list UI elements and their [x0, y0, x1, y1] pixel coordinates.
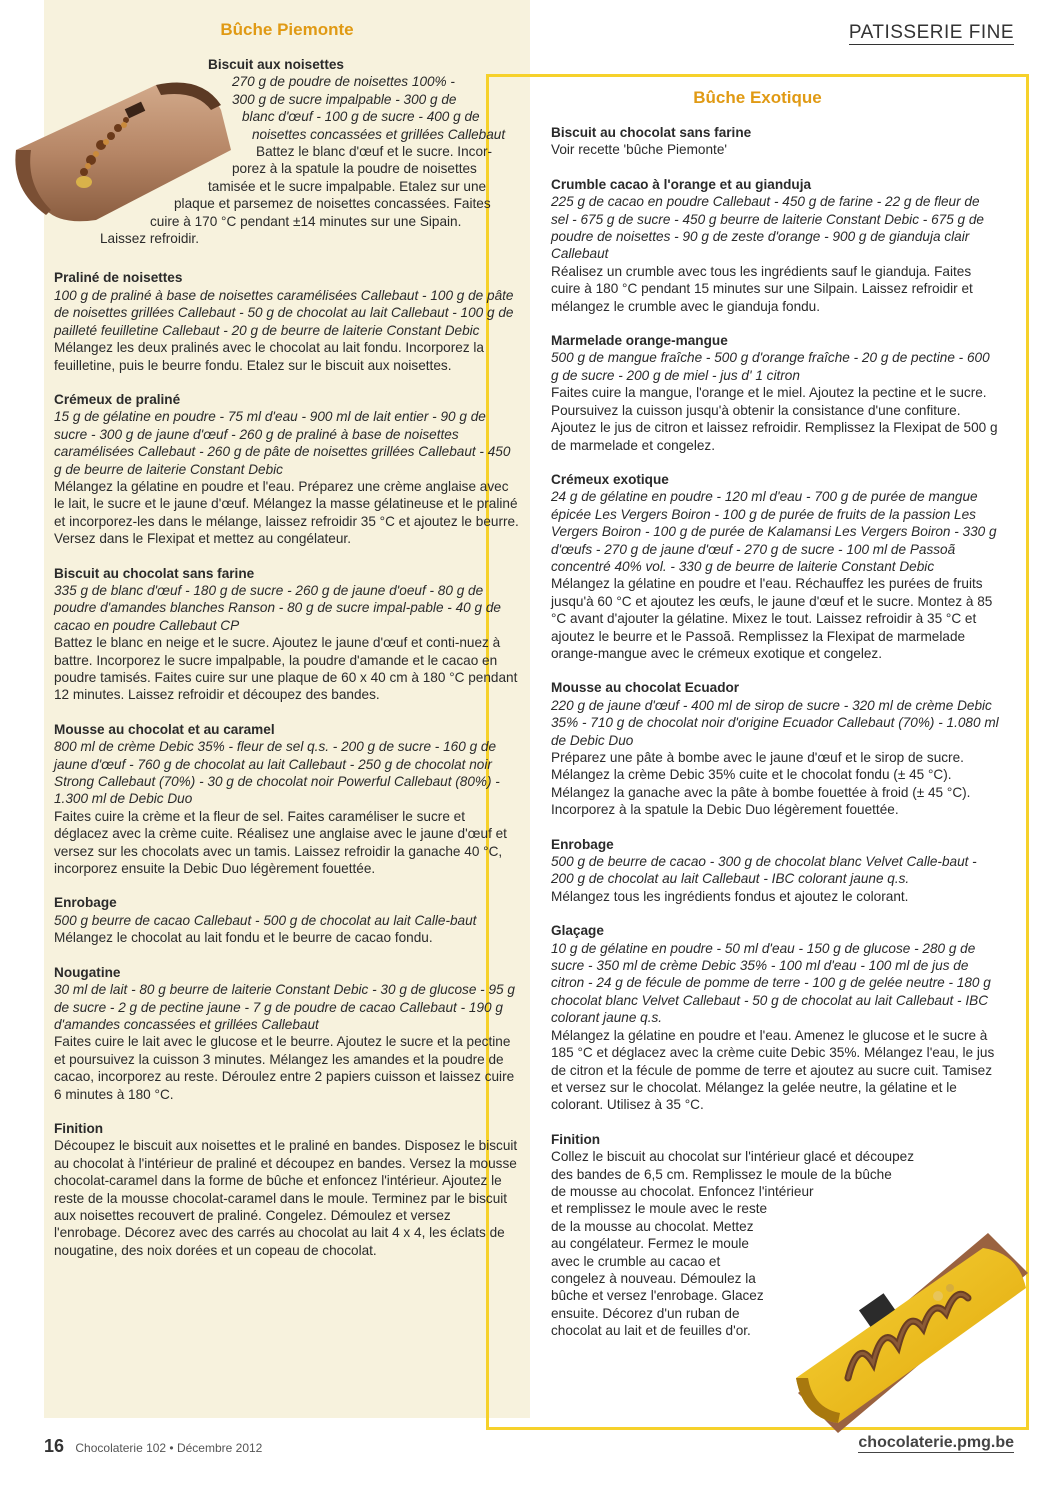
left-recipe-column [54, 56, 520, 1276]
instructions-text: Mélangez la gélatine en poudre et l'eau. Réchauffez les purées de fruits jusqu'à 60 °C et ajoutez les œufs, le jaune d'œuf et le sucre. Montez à 85 °C avant d'ajouter la gélatine. Mixez le tout. Laissez refroidir à 35 °C et ajoutez le beurre et le Passoã. Remplissez la Flexipat de marmelade orange-mangue avec le crémeux exotique et congelez. [551, 576, 993, 661]
intro-line: tamisée et le sucre impalpable. Etalez sur une [208, 178, 487, 194]
website-link[interactable]: chocolaterie.pmg.be [858, 1434, 1014, 1451]
finition-line: Collez le biscuit au chocolat sur l'intérieur glacé et découpez [551, 1149, 915, 1165]
recipe-section [54, 1120, 520, 1259]
section-heading: Crémeux de praliné [54, 391, 181, 407]
instructions-text: Découpez le biscuit aux noisettes et le praliné en bandes. Disposez le biscuit au chocolat à l'intérieur de praliné et découpez en bandes. Versez la mousse chocolat-caramel dans la forme de bûche et enfoncez l'intérieur. Ajoutez le reste de la mousse chocolat-caramel dans le moule. Terminez par le biscuit aux noisettes recouvert de praliné. Congelez. Démoulez et versez l'enrobage. Décorez avec des carrés au chocolat au lait 4 x 4, les éclats de nougatine, des noix dorées et un copeau de chocolat. [54, 1138, 518, 1258]
recipe-section [54, 391, 520, 548]
instructions-text: Mélangez tous les ingrédients fondus et ajoutez le colorant. [551, 888, 909, 904]
intro-line: cuire à 170 °C pendant ±14 minutes sur une Sipain. [150, 213, 462, 229]
section-heading: Crémeux exotique [551, 471, 669, 487]
section-heading: Mousse au chocolat Ecuador [551, 680, 740, 696]
recipe-section [54, 269, 520, 373]
instructions-text: Faites cuire la mangue, l'orange et le miel. Ajoutez la pectine et le sucre. Poursuivez la cuisson jusqu'à obtenir la consistance d'une confiture. Ajoutez le jus de citron et laissez refroidir. Remplissez la Flexipat de 500 g de marmelade et congelez. [551, 385, 998, 453]
ingredients-text: 100 g de praliné à base de noisettes caramélisées Callebaut - 100 g de pâte de noisettes grillées Callebaut - 50 g de chocolat au lait Callebaut - 100 g de pailleté feuilletine Callebaut - 20 g de beurre de laiterie Constant Debic [54, 287, 514, 338]
ingredients-text: 220 g de jaune d'œuf - 400 ml de sirop de sucre - 320 ml de crème Debic 35% - 710 g de chocolat noir d'origine Ecuador Callebaut (70%) - 1.080 ml de Debic Duo [551, 697, 999, 748]
section-heading: Biscuit aux noisettes [208, 57, 344, 72]
section-label: PATISSERIE FINE [848, 22, 1014, 43]
section-heading: Finition [54, 1120, 104, 1136]
finition-line: chocolat au lait et de feuilles d'or. [551, 1323, 751, 1339]
section-heading: Mousse au chocolat et au caramel [54, 721, 275, 737]
finition-line: congelez à nouveau. Démoulez la [551, 1270, 756, 1286]
intro-line: porez à la spatule la poudre de noisettes [232, 161, 477, 177]
footer-left [44, 1436, 262, 1457]
ingredients-text: 800 ml de crème Debic 35% - fleur de sel q.s. - 200 g de sucre - 160 g de jaune d'œuf - 760 g de chocolat au lait Callebaut - 250 g de chocolat noir Strong Callebaut (70%) - 30 g de chocolat noir Powerful Callebaut (80%) - 1.300 ml de Debic Duo [54, 739, 500, 807]
ingredients-text: 10 g de gélatine en poudre - 50 ml d'eau - 150 g de glucose - 280 g de sucre - 350 ml de crème Debic 35% - 100 ml d'eau - 100 ml de jus de citron - 24 g de fécule de pomme de terre - 100 g de gelée neutre - 180 g chocolat blanc Velvet Callebaut - 50 g de chocolat au lait Callebaut - IBC colorant jaune q.s. [551, 940, 991, 1026]
ingredients-text: 24 g de gélatine en poudre - 120 ml d'eau - 700 g de purée de mangue épicée Les Vergers Boiron - 100 g de purée de fruits de la passion Les Vergers Boiron - 100 g de purée de Kalamansi Les Vergers Boiron - 330 g d'œufs - 270 g de jaune d'œuf - 270 g de sucre - 100 ml de Passoã concentré 40% vol. - 330 g de beurre de laiterie Constant Debic [551, 489, 997, 574]
intro-line: blanc d'œuf - 100 g de sucre - 400 g de [242, 109, 480, 125]
ingredients-text: 15 g de gélatine en poudre - 75 ml d'eau - 900 ml de lait entier - 90 g de sucre - 300 g de jaune d'œuf - 260 g de praliné à base de noisettes caramélisées Callebaut - 260 g de pâte de noisettes grillées Callebaut - 450 g de beurre de laiterie Constant Debic [54, 409, 511, 477]
ingredients-text: 30 ml de lait - 80 g beurre de laiterie Constant Debic - 30 g de glucose - 95 g de sucre - 2 g de pectine jaune - 7 g de poudre de cacao Callebaut - 190 g d'amandes concassées et grillées Callebaut [54, 982, 515, 1032]
recipe-section [551, 124, 999, 159]
instructions-text: Préparez une pâte à bombe avec le jaune d'œuf et le sirop de sucre. Mélangez la crème Debic 35% cuite et le chocolat fondu (± 45 °C). Mélangez la ganache avec la pâte à bombe fouettée à froid (± 45 °C). Incorporez à la spatule la Debic Duo légèrement fouettée. [551, 750, 971, 818]
section-heading: Finition [551, 1131, 601, 1147]
ingredients-text: 500 g de mangue fraîche - 500 g d'orange fraîche - 20 g de pectine - 600 g de sucre - 200 g de miel - jus d' 1 citron [551, 350, 990, 383]
recipe-section [551, 836, 999, 906]
section-heading: Enrobage [54, 895, 117, 911]
instructions-text: Mélangez le chocolat au lait fondu et le beurre de cacao fondu. [54, 930, 433, 946]
recipe-section [54, 964, 520, 1103]
recipe-section [551, 471, 999, 662]
section-heading: Enrobage [551, 836, 614, 852]
recipe-section [551, 176, 999, 315]
recipe-section [54, 894, 520, 946]
finition-line: ensuite. Décorez d'un ruban de [551, 1305, 740, 1321]
instructions-text: Réalisez un crumble avec tous les ingrédients sauf le gianduja. Faites cuire à 180 °C pendant 15 minutes sur une Silpain. Laissez refroidir et mélangez le crumble avec le gianduja fondu. [551, 263, 973, 314]
page-number: 16 [44, 1436, 65, 1456]
finition-line: au congélateur. Fermez le moule [551, 1236, 749, 1252]
intro-line: plaque et parsemez de noisettes concassées. Faites [174, 196, 491, 212]
instructions-text: Mélangez la gélatine en poudre et l'eau. Amenez le glucose et le sucre à 185 °C et déglacez avec la crème cuite Debic 35%. Mélangez l'eau, le jus de citron et la fécule de pomme de terre et ajoutez au sucre cuit. Tamisez et versez sur le chocolat. Mélangez la gelée neutre, la gélatine et le colorant. Utilisez à 35 °C. [551, 1027, 995, 1113]
recipe-section [551, 679, 999, 818]
section-heading: Biscuit au chocolat sans farine [551, 125, 752, 140]
ingredients-text: 225 g de cacao en poudre Callebaut - 450 g de farine - 22 g de fleur de sel - 675 g de sucre - 450 g beurre de laiterie Constant Debic - 675 g de poudre de noisettes - 90 g de zeste d'orange - 900 g de gianduja clair Callebaut [551, 194, 984, 262]
recipe-section [54, 565, 520, 704]
intro-line: Laissez refroidir. [100, 231, 199, 247]
intro-line: 300 g de sucre impalpable - 300 g de [232, 91, 457, 107]
ingredients-text: 500 g de beurre de cacao - 300 g de chocolat blanc Velvet Calle-baut - 200 g de chocolat au lait Callebaut - IBC colorant jaune q.s. [551, 854, 977, 887]
section-heading: Praliné de noisettes [54, 270, 183, 286]
finition-line: et remplissez le moule avec le reste [551, 1201, 768, 1217]
intro-line: noisettes concassées et grillées Callebaut [252, 126, 506, 142]
instructions-text: Faites cuire le lait avec le glucose et le beurre. Ajoutez le sucre et la pectine et poursuivez la cuisson 3 minutes. Mélangez les amandes et la poudre de cacao, incorporez au reste. Déroulez entre 2 papiers cuisson et laissez cuire 6 minutes à 180 °C. [54, 1034, 515, 1102]
instructions-text: Faites cuire la crème et la fleur de sel. Faites caraméliser le sucre et déglacez avec la crème cuite. Réalisez une anglaise avec le jaune d'œuf et versez sur les chocolats avec un tamis. Laissez refroidir la ganache 40 °C, incorporez ensuite la Debic Duo légèrement fouettée. [54, 808, 507, 877]
section-heading: Crumble cacao à l'orange et au gianduja [551, 176, 812, 192]
finition-line: de mousse au chocolat. Enfoncez l'intérieur [551, 1183, 814, 1199]
ingredients-text: 335 g de blanc d'œuf - 180 g de sucre - 260 g de jaune d'oeuf - 80 g de poudre d'amandes blanches Ranson - 80 g de sucre impal-pable - 40 g de cacao en poudre Callebaut CP [54, 582, 501, 633]
section-heading: Glaçage [551, 923, 604, 939]
instructions-text: Mélangez les deux pralinés avec le chocolat au lait fondu. Incorporez la feuilletine, puis le beurre fondu. Etalez sur le biscuit aux noisettes. [54, 340, 484, 373]
recipe-section [54, 721, 520, 878]
ingredients-text: 500 g beurre de cacao Callebaut - 500 g de chocolat au lait Calle-baut [54, 912, 477, 928]
finition-line: de la mousse au chocolat. Mettez [551, 1218, 754, 1234]
finition-line: bûche et versez l'enrobage. Glacez [551, 1288, 764, 1304]
finition-line: des bandes de 6,5 cm. Remplissez le moule de la bûche [551, 1166, 892, 1182]
intro-line: 270 g de poudre de noisettes 100% - [232, 74, 455, 90]
issue-info: Chocolaterie 102 • Décembre 2012 [75, 1441, 263, 1455]
right-recipe-title: Bûche Exotique [693, 88, 822, 107]
buche-exotique-photo [778, 1228, 1036, 1438]
instructions-text: Voir recette 'bûche Piemonte' [551, 142, 727, 158]
section-heading: Biscuit au chocolat sans farine [54, 565, 255, 581]
intro-line: Battez le blanc d'œuf et le sucre. Incor- [256, 144, 493, 160]
recipe-section [551, 332, 999, 454]
intro-section [54, 56, 520, 247]
section-heading: Nougatine [54, 964, 121, 980]
section-heading: Marmelade orange-mangue [551, 333, 728, 349]
left-recipe-title: Bûche Piemonte [220, 20, 354, 39]
instructions-text: Mélangez la gélatine en poudre et l'eau. Préparez une crème anglaise avec le lait, le sucre et le jaune d'œuf. Mélangez la masse gélatineuse et le praliné et incorporez-les dans le mélange, laissez refroidir 35 °C et ajoutez le beurre. Versez dans le Flexipat et mettez au congélateur. [54, 478, 519, 547]
recipe-section [551, 922, 999, 1113]
finition-line: avec le crumble au cacao et [551, 1253, 721, 1269]
right-recipe-column [551, 124, 999, 1357]
instructions-text: Battez le blanc en neige et le sucre. Ajoutez le jaune d'œuf et conti-nuez à battre. Incorporez le sucre impalpable, la poudre d'amande et le cacao en poudre tamisés. Faites cuire sur une plaque de 60 x 40 cm à 180 °C pendant 12 minutes. Laissez refroidir et découpez des bandes. [54, 635, 518, 703]
